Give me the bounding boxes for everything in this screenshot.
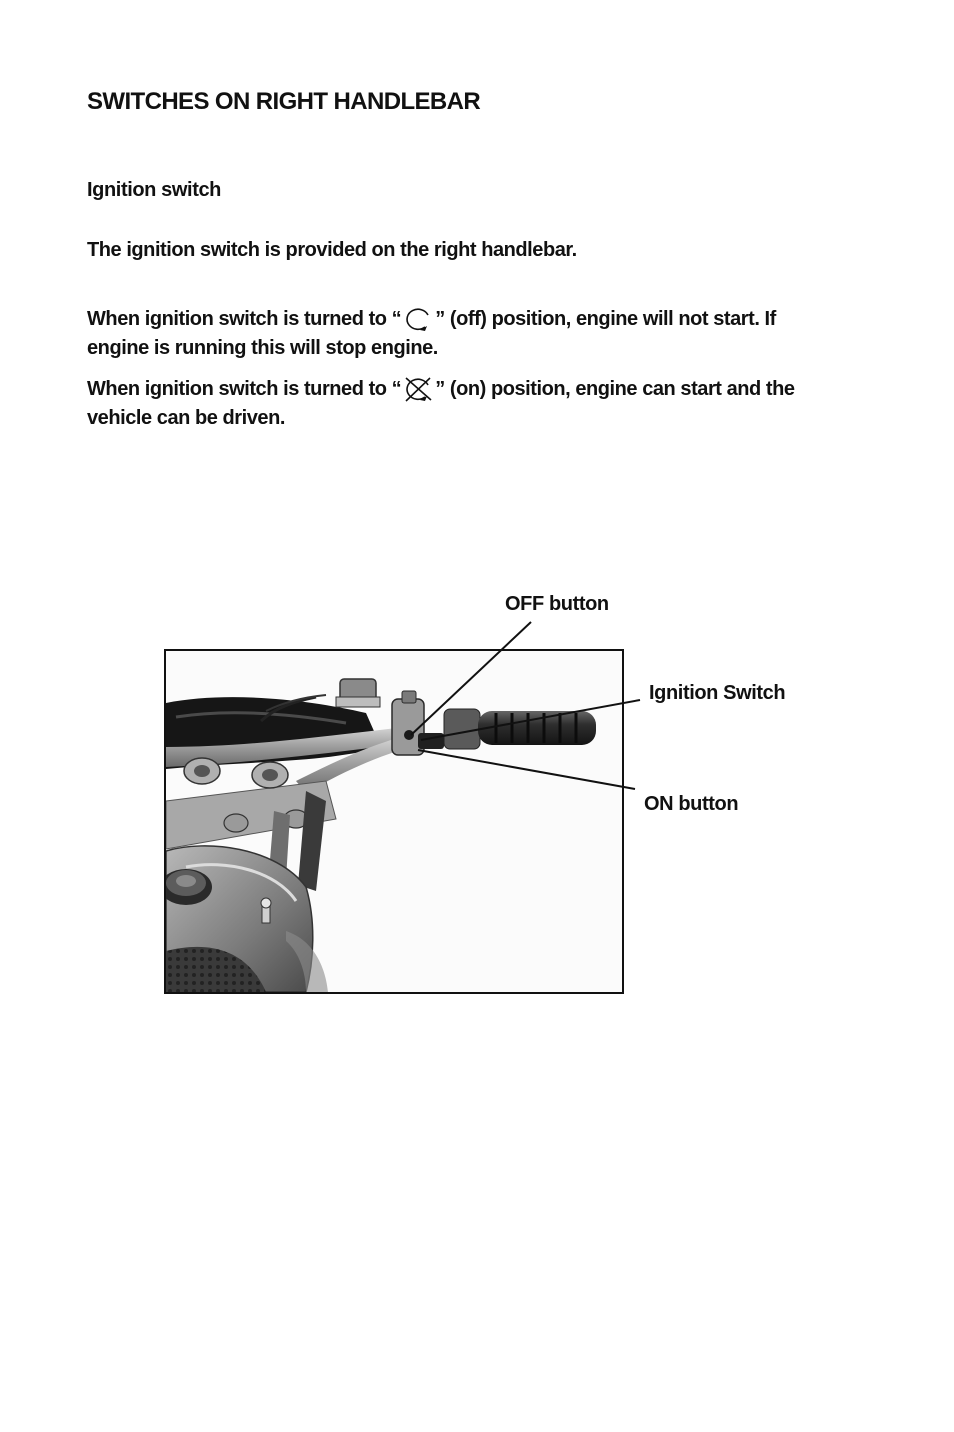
on-button-label: ON button bbox=[644, 793, 739, 815]
handlebar-photo bbox=[164, 649, 624, 994]
section-subheading: Ignition switch bbox=[87, 179, 221, 201]
paragraph-off-position bbox=[87, 305, 776, 363]
off-text-line2: engine is running this will stop engine. bbox=[87, 337, 438, 359]
ignition-switch-label: Ignition Switch bbox=[649, 682, 786, 704]
on-text-start: When ignition switch is turned to “ bbox=[87, 378, 402, 400]
paragraph-on-position bbox=[87, 375, 795, 433]
off-position-icon bbox=[401, 306, 435, 332]
off-button-label: OFF button bbox=[505, 593, 609, 615]
off-text-end: ” (off) position, engine will not start. If bbox=[435, 308, 776, 330]
page-title: SWITCHES ON RIGHT HANDLEBAR bbox=[87, 88, 481, 115]
off-text-start: When ignition switch is turned to “ bbox=[87, 308, 402, 330]
on-position-icon bbox=[401, 376, 435, 402]
on-text-end: ” (on) position, engine can start and the bbox=[435, 378, 795, 400]
paragraph-location: The ignition switch is provided on the right handlebar. bbox=[87, 239, 577, 261]
handlebar-illustration bbox=[166, 651, 622, 992]
on-text-line2: vehicle can be driven. bbox=[87, 407, 285, 429]
